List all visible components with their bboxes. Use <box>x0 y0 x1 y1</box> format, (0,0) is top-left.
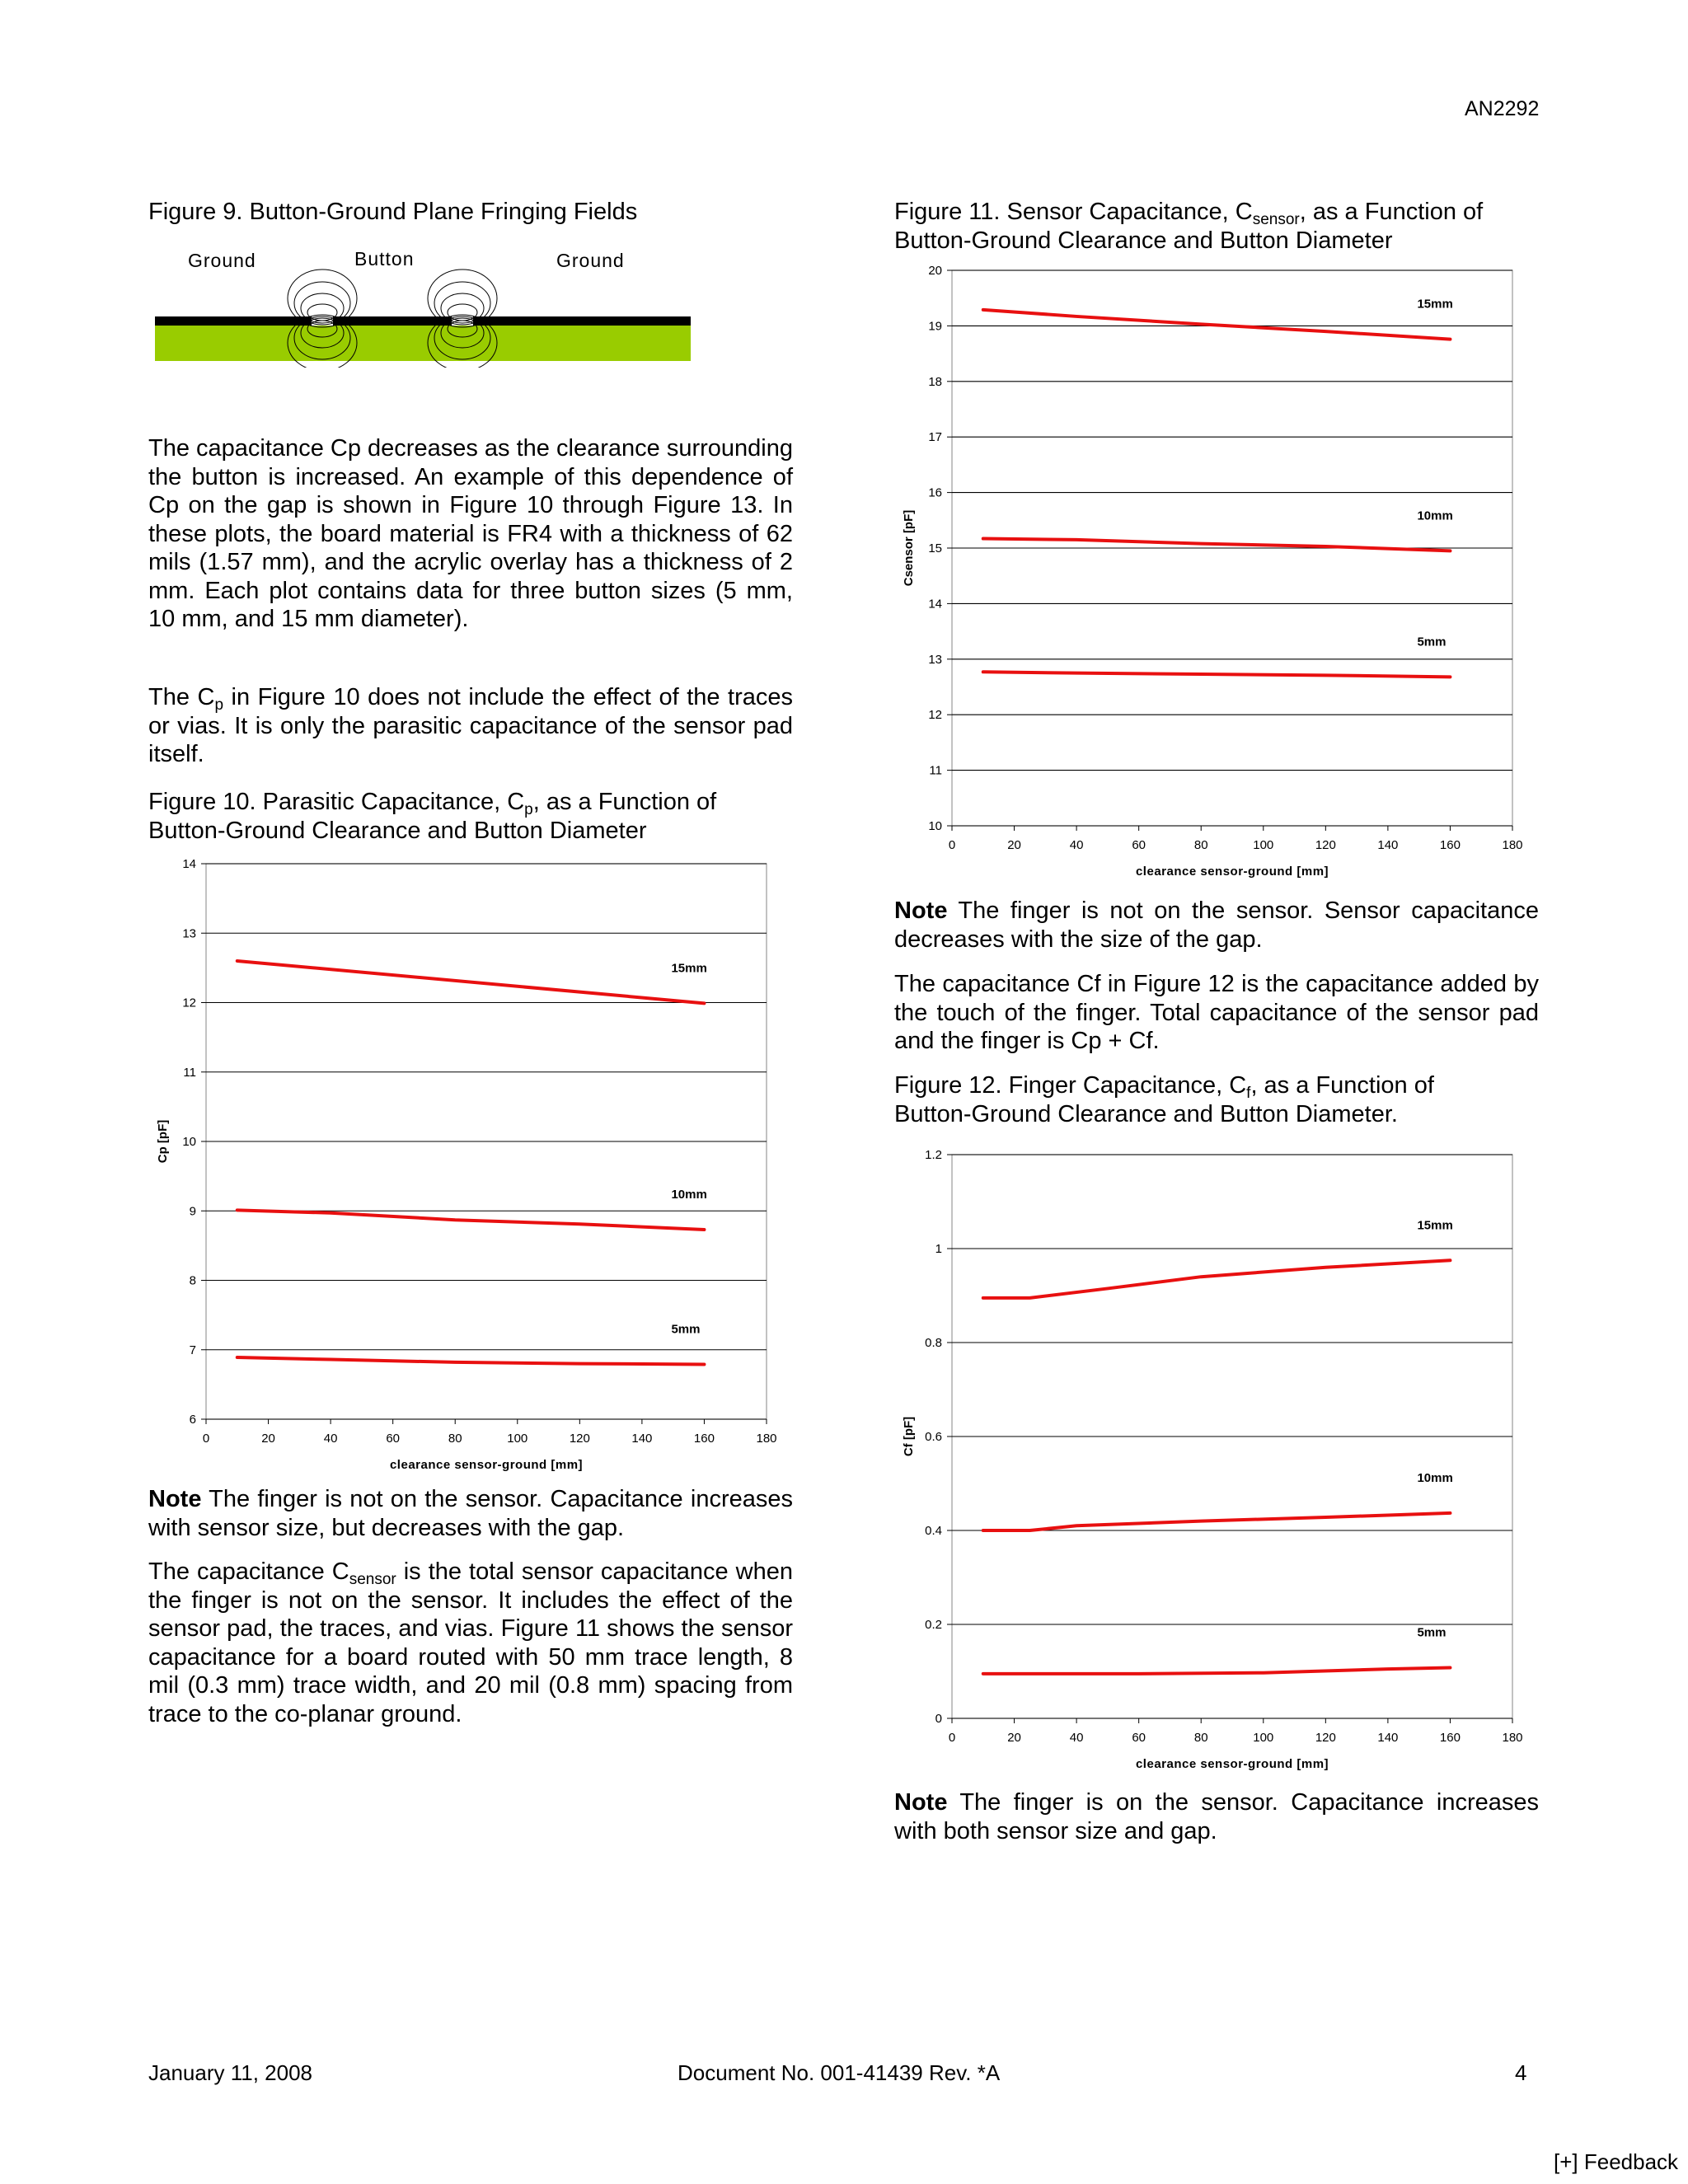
x-tick-label: 40 <box>323 1432 338 1446</box>
x-tick-label: 180 <box>1502 1731 1523 1745</box>
y-tick-label: 19 <box>928 319 942 334</box>
paragraph-cf: The capacitance Cf in Figure 12 is the capacitance added by the touch of the finger. Total capacitance of the sensor pad and the finger is Cp + Cf. <box>894 971 1539 1054</box>
x-tick-label: 0 <box>948 1731 956 1745</box>
y-tick-label: 13 <box>182 926 196 941</box>
figure-11-caption: Figure 11. Sensor Capacitance, $C_{sensor}$, as a Function of Button-Ground Clearance and Button Diameter <box>894 199 1484 254</box>
y-tick-label: 13 <box>928 652 942 667</box>
x-axis-label: clearance sensor-ground [mm] <box>1135 1757 1329 1771</box>
series-label: 10mm <box>1417 509 1453 523</box>
ground-plane <box>155 316 691 326</box>
y-tick-label: 0 <box>935 1712 942 1726</box>
x-tick-label: 60 <box>1132 838 1146 852</box>
footer-date: January 11, 2008 <box>148 2060 312 2085</box>
chart-fig12 <box>894 1148 1554 1783</box>
x-tick-label: 40 <box>1069 1731 1084 1745</box>
chart-fig10 <box>148 857 808 1483</box>
series-label: 15mm <box>671 961 707 976</box>
figure-10-caption: Figure 10. Parasitic Capacitance, $C_p$, as a Function of Button-Ground Clearance and Button Diameter <box>148 789 717 844</box>
y-tick-label: 12 <box>928 708 942 723</box>
paragraph-cp-figure10: The $C_p$ in Figure 10 does not include the effect of the traces or vias. It is only the parasitic capacitance of the sensor pad itself. <box>148 684 793 767</box>
x-tick-label: 60 <box>1132 1731 1146 1745</box>
button-label: Button <box>354 248 415 269</box>
y-tick-label: 11 <box>183 1065 196 1080</box>
y-tick-label: 12 <box>182 996 196 1010</box>
y-tick-label: 8 <box>189 1273 196 1288</box>
ground-right-label: Ground <box>556 250 625 271</box>
note-fig11: Note The finger is not on the sensor. Sensor capacitance decreases with the size of the gap. <box>894 898 1539 953</box>
x-tick-label: 160 <box>1439 1731 1461 1745</box>
series-label: 5mm <box>1417 1625 1447 1640</box>
x-tick-label: 20 <box>1007 838 1021 852</box>
series-label: 10mm <box>671 1187 707 1202</box>
x-tick-label: 0 <box>202 1432 210 1446</box>
y-axis-label: Csensor [pF] <box>902 509 916 587</box>
y-tick-label: 11 <box>929 763 942 778</box>
x-tick-label: 0 <box>948 838 956 852</box>
y-tick-label: 14 <box>182 857 196 871</box>
x-tick-label: 140 <box>1377 1731 1399 1745</box>
ground-left-label: Ground <box>188 250 256 271</box>
y-tick-label: 15 <box>928 541 942 555</box>
y-tick-label: 20 <box>928 264 942 278</box>
x-tick-label: 40 <box>1069 838 1084 852</box>
x-axis-label: clearance sensor-ground [mm] <box>389 1458 584 1472</box>
x-tick-label: 120 <box>1315 838 1336 852</box>
series-label: 5mm <box>1417 635 1447 649</box>
x-tick-label: 20 <box>1007 1731 1021 1745</box>
series-label: 5mm <box>671 1322 701 1337</box>
x-axis-label: clearance sensor-ground [mm] <box>1135 865 1329 879</box>
y-tick-label: 6 <box>189 1413 196 1427</box>
x-tick-label: 20 <box>261 1432 275 1446</box>
document-id: AN2292 <box>1465 97 1540 120</box>
y-tick-label: 0.6 <box>925 1430 942 1444</box>
footer-document-number: Document No. 001-41439 Rev. *A <box>678 2060 1001 2085</box>
x-tick-label: 80 <box>1193 838 1208 852</box>
y-tick-label: 17 <box>928 430 942 445</box>
x-tick-label: 100 <box>507 1432 528 1446</box>
x-tick-label: 80 <box>448 1432 462 1446</box>
x-tick-label: 120 <box>1315 1731 1336 1745</box>
figure-9-caption: Figure 9. Button-Ground Plane Fringing Fields <box>148 199 638 225</box>
x-tick-label: 60 <box>386 1432 401 1446</box>
footer-page-number: 4 <box>1515 2060 1527 2085</box>
note-fig10: Note The finger is not on the sensor. Capacitance increases with sensor size, but decreases with the gap. <box>148 1486 793 1541</box>
x-tick-label: 120 <box>569 1432 590 1446</box>
y-tick-label: 7 <box>189 1343 196 1357</box>
figure-9-diagram <box>148 244 701 368</box>
y-tick-label: 10 <box>928 819 942 833</box>
y-axis-label: Cp [pF] <box>156 1119 170 1164</box>
y-tick-label: 0.4 <box>925 1524 942 1538</box>
x-tick-label: 180 <box>1502 838 1523 852</box>
x-tick-label: 180 <box>756 1432 777 1446</box>
y-tick-label: 10 <box>182 1135 196 1149</box>
x-tick-label: 160 <box>693 1432 715 1446</box>
paragraph-csensor: The capacitance $C_{sensor}$ is the total sensor capacitance when the finger is not on the sensor. It includes the effect of the sensor pad, the traces, and vias. Figure 11 shows the sensor capacitance for a board routed with 50 mm trace length, 8 mil (0.3 mm) trace width, and 20 mil (0.8 mm) spacing from trace to the co-planar ground. <box>148 1558 793 1727</box>
y-tick-label: 0.8 <box>925 1336 942 1350</box>
x-tick-label: 100 <box>1253 1731 1274 1745</box>
series-label: 15mm <box>1417 297 1453 312</box>
paragraph-cp-clearance: The capacitance Cp decreases as the clearance surrounding the button is increased. An example of this dependence of Cp on the gap is shown in Figure 10 through Figure 13. In these plots, the board material is FR4 with a thickness of 62 mils (1.57 mm), and the acrylic overlay has a thickness of 2 mm. Each plot contains data for three button sizes (5 mm, 10 mm, and 15 mm diameter). <box>148 435 793 632</box>
y-tick-label: 0.2 <box>925 1618 942 1632</box>
y-tick-label: 18 <box>928 374 942 389</box>
x-tick-label: 140 <box>631 1432 653 1446</box>
note-fig12: Note The finger is on the sensor. Capacitance increases with both sensor size and gap. <box>894 1789 1539 1844</box>
x-tick-label: 100 <box>1253 838 1274 852</box>
x-tick-label: 80 <box>1193 1731 1208 1745</box>
y-tick-label: 1 <box>935 1242 942 1256</box>
y-axis-label: Cf [pF] <box>902 1416 916 1457</box>
feedback-link[interactable]: [+] Feedback <box>1554 2149 1679 2174</box>
series-label: 15mm <box>1417 1218 1453 1233</box>
y-tick-label: 9 <box>189 1204 196 1219</box>
figure-12-caption: Figure 12. Finger Capacitance, $C_f$, as a Function of Button-Ground Clearance and Button Diameter. <box>894 1072 1434 1127</box>
y-tick-label: 16 <box>928 485 942 500</box>
chart-fig11 <box>894 264 1554 890</box>
series-label: 10mm <box>1417 1470 1453 1485</box>
y-tick-label: 1.2 <box>925 1148 942 1162</box>
y-tick-label: 14 <box>928 597 942 612</box>
x-tick-label: 140 <box>1377 838 1399 852</box>
x-tick-label: 160 <box>1439 838 1461 852</box>
